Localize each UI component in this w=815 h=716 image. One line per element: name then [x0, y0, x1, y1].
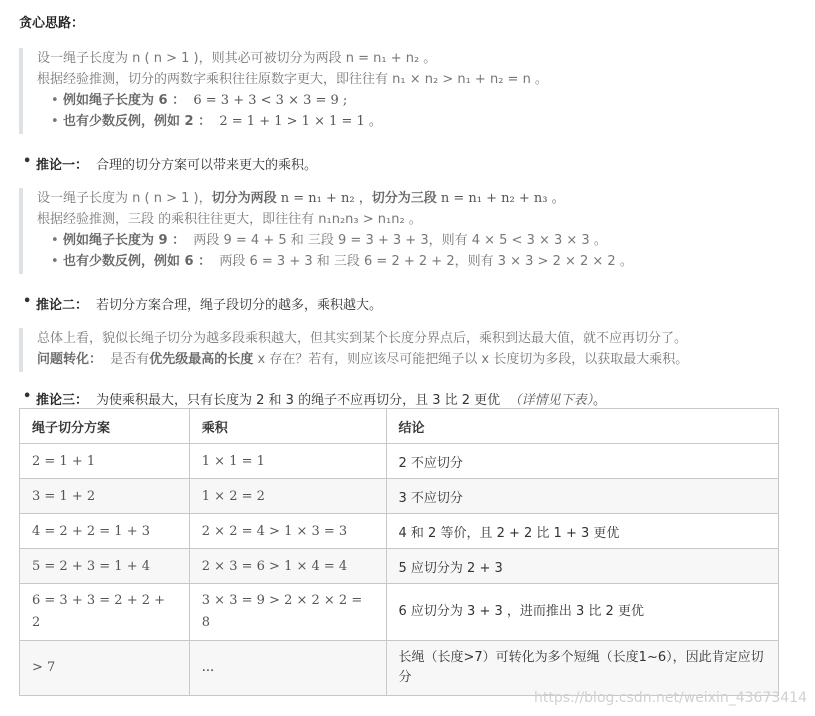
table-cell-product: 1 × 2 = 2 — [189, 479, 386, 514]
bullet-dot-icon: • — [23, 294, 32, 309]
table-row — [20, 479, 779, 514]
q2-example-2-head: 也有少数反例，例如 6 ： — [63, 254, 212, 269]
table-cell-scheme: 2 = 1 + 1 — [20, 444, 190, 479]
inference-3-head: 推论三： — [36, 393, 89, 408]
table-cell-conclusion: 4 和 2 等价，且 2 + 2 比 1 + 3 更优 — [386, 514, 778, 549]
table-cell-scheme: 4 = 2 + 2 = 1 + 3 — [20, 514, 190, 549]
quote-1-example-1 — [37, 90, 548, 111]
quote-1-line-1: 设一绳子长度为 n ( n > 1 )，则其必可被切分为两段 n = n₁ + n₂ 。 — [37, 51, 437, 66]
section-title: 贪心思路： — [19, 16, 85, 31]
table-row — [20, 549, 779, 584]
quote-1-example-2 — [37, 111, 548, 132]
quote-block-2 — [19, 188, 633, 274]
table-cell-conclusion: 3 不应切分 — [386, 479, 778, 514]
q2-example-1-head: 例如绳子长度为 9 ： — [63, 233, 186, 248]
table-row — [20, 584, 779, 641]
table-row — [20, 641, 779, 696]
quote-2-two-segments: 切分为两段 — [211, 191, 277, 206]
quote-2-line-1-a: 设一绳子长度为 n ( n > 1 )， — [37, 191, 212, 206]
quote-3-line-1: 总体上看，貌似长绳子切分为越多段乘积越大，但其实到某个长度分界点后，乘积到达最大值，就不应再切分了。 — [37, 331, 688, 346]
quote-3-line-2-a: 是否有 — [110, 352, 150, 367]
q2-example-1-text: 两段 9 = 4 + 5 和 三段 9 = 3 + 3 + 3，则有 4 × 5 < 3 × 3 × 3 。 — [193, 233, 607, 248]
table-cell-conclusion: 2 不应切分 — [386, 444, 778, 479]
bullet-dot-icon: • — [23, 154, 32, 169]
inference-1-text: 合理的切分方案可以带来更大的乘积。 — [96, 158, 318, 173]
quote-2-example-1 — [37, 230, 633, 251]
table-header-scheme: 绳子切分方案 — [20, 409, 190, 444]
bullet-dot-icon: • — [51, 233, 59, 248]
table-cell-scheme: 6 = 3 + 3 = 2 + 2 + 2 — [20, 584, 190, 641]
quote-2-example-2 — [37, 251, 633, 272]
quote-2-line-1 — [37, 188, 633, 209]
inference-3 — [23, 389, 606, 408]
quote-block-1 — [19, 48, 548, 134]
table-cell-product: 3 × 3 = 9 > 2 × 2 × 2 = 8 — [189, 584, 386, 641]
bullet-dot-icon: • — [51, 254, 59, 269]
inference-2-head: 推论二： — [36, 298, 89, 313]
bullet-dot-icon: • — [51, 93, 59, 108]
table-header-product: 乘积 — [189, 409, 386, 444]
table-row — [20, 514, 779, 549]
inference-1 — [23, 154, 318, 173]
bullet-dot-icon: • — [23, 389, 32, 404]
quote-block-3 — [19, 328, 688, 372]
example-2-head: 也有少数反例，例如 2 ： — [63, 114, 212, 129]
inference-3-text: 为使乘积最大，只有长度为 2 和 3 的绳子不应再切分，且 3 比 2 更优 — [96, 393, 501, 408]
inference-1-head: 推论一： — [36, 158, 89, 173]
example-2-math: 2 = 1 + 1 > 1 × 1 = 1 。 — [219, 114, 382, 129]
q2-example-2-text: 两段 6 = 3 + 3 和 三段 6 = 2 + 2 + 2，则有 3 × 3 > 2 × 2 × 2 。 — [219, 254, 633, 269]
example-1-math: 6 = 3 + 3 < 3 × 3 = 9 ; — [193, 93, 348, 108]
table-cell-conclusion: 5 应切分为 2 + 3 — [386, 549, 778, 584]
table-cell-scheme: > 7 — [20, 641, 190, 696]
table-cell-product: 1 × 1 = 1 — [189, 444, 386, 479]
problem-transform-head: 问题转化： — [37, 352, 103, 367]
table-row — [20, 444, 779, 479]
table-cell-product: 2 × 2 = 4 > 1 × 3 = 3 — [189, 514, 386, 549]
table-cell-conclusion: 长绳（长度>7）可转化为多个短绳（长度1~6），因此肯定应切分 — [386, 641, 778, 696]
quote-3-line-2 — [37, 349, 688, 370]
inference-3-note: （详情见下表） — [508, 393, 593, 408]
cut-scheme-table — [19, 408, 779, 696]
quote-3-highest-priority: 优先级最高的长度 — [149, 352, 254, 367]
quote-2-line-1-e: n = n₁ + n₂ + n₃ 。 — [436, 191, 565, 206]
table-header-row — [20, 409, 779, 444]
inference-2-text: 若切分方案合理，绳子段切分的越多，乘积越大。 — [96, 298, 383, 313]
bullet-dot-icon: • — [51, 114, 59, 129]
table-cell-product: 2 × 3 = 6 > 1 × 4 = 4 — [189, 549, 386, 584]
table-cell-scheme: 3 = 1 + 2 — [20, 479, 190, 514]
inference-2 — [23, 294, 383, 313]
quote-2-line-1-c: n = n₁ + n₂ ， — [276, 191, 372, 206]
quote-3-line-2-c: x 存在？若有，则应该尽可能把绳子以 x 长度切为多段，以获取最大乘积。 — [253, 352, 689, 367]
quote-1-line-2: 根据经验推测，切分的两数字乘积往往原数字更大，即往往有 n₁ × n₂ > n₁ + n₂ = n 。 — [37, 72, 548, 87]
table-header-conclusion: 结论 — [386, 409, 778, 444]
table-cell-scheme: 5 = 2 + 3 = 1 + 4 — [20, 549, 190, 584]
inference-3-end: 。 — [592, 393, 606, 408]
watermark: https://blog.csdn.net/weixin_43673414 — [533, 690, 807, 706]
quote-2-three-segments: 切分为三段 — [371, 191, 437, 206]
table-cell-product: ... — [189, 641, 386, 696]
example-1-head: 例如绳子长度为 6 ： — [63, 93, 186, 108]
quote-2-line-2: 根据经验推测，三段 的乘积往往更大，即往往有 n₁n₂n₃ > n₁n₂ 。 — [37, 212, 422, 227]
table-cell-conclusion: 6 应切分为 3 + 3 ，进而推出 3 比 2 更优 — [386, 584, 778, 641]
